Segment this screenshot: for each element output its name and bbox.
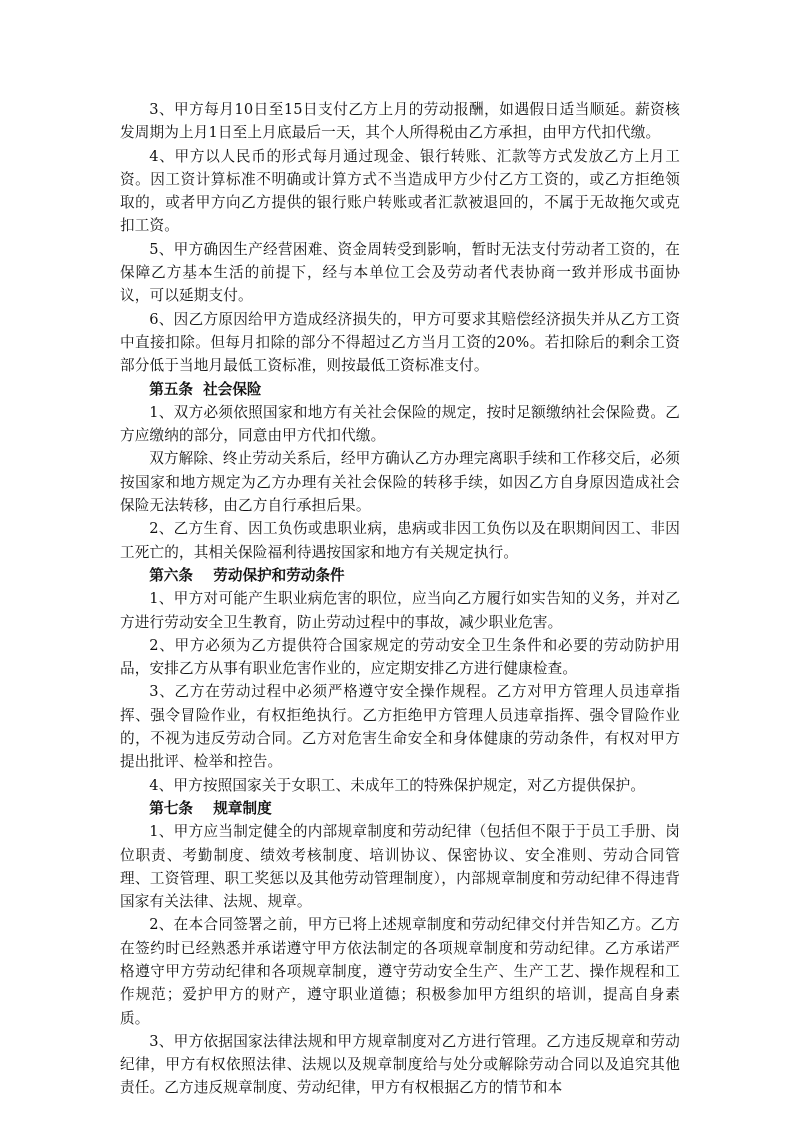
protection-clause-2: 2、甲方必须为乙方提供符合国家规定的劳动安全卫生条件和必要的劳动防护用品，安排乙方从事有职业危害作业的，应定期安排乙方进行健康检查。 — [120, 636, 680, 678]
wages-clause-5: 5、甲方确因生产经营困难、资金周转受到影响，暂时无法支付劳动者工资的，在保障乙方基本生活的前提下，经与本单位工会及劳动者代表协商一致并形成书面协议，可以延期支付。 — [120, 240, 680, 305]
rules-clause-3: 3、甲方依据国家法律法规和甲方规章制度对乙方进行管理。乙方违反规章和劳动纪律，甲方有权依照法律、法规以及规章制度给与处分或解除劳动合同以及追究其他责任。乙方违反规章制度、劳动纪律，甲方有权根据乙方的情节和本 — [120, 1032, 680, 1097]
insurance-clause-1: 1、双方必须依照国家和地方有关社会保险的规定，按时足额缴纳社会保险费。乙方应缴纳的部分，同意由甲方代扣代缴。 — [120, 403, 680, 445]
article-5-heading: 第五条 社会保险 — [149, 380, 262, 398]
rules-clause-2: 2、在本合同签署之前，甲方已将上述规章制度和劳动纪律交付并告知乙方。乙方在签约时已经熟悉并承诺遵守甲方依法制定的各项规章制度和劳动纪律。乙方承诺严格遵守甲方劳动纪律和各项规章制度，遵守劳动安全生产、生产工艺、操作规程和工作规范；爱护甲方的财产，遵守职业道德；积极参加甲方组织的培训，提高自身素质。 — [120, 916, 680, 1027]
wages-clause-6: 6、因乙方原因给甲方造成经济损失的，甲方可要求其赔偿经济损失并从乙方工资中直接扣除。但每月扣除的部分不得超过乙方当月工资的20%。若扣除后的剩余工资部分低于当地月最低工资标准，则按最低工资标准支付。 — [120, 310, 680, 375]
insurance-clause-1-transfer: 双方解除、终止劳动关系后，经甲方确认乙方办理完离职手续和工作移交后，必须按国家和地方规定为乙方办理有关社会保险的转移手续，如因乙方自身原因造成社会保险无法转移，由乙方自行承担后果。 — [120, 450, 680, 515]
wages-clause-3: 3、甲方每月10日至15日支付乙方上月的劳动报酬，如遇假日适当顺延。薪资核发周期为上月1日至上月底最后一天，其个人所得税由乙方承担，由甲方代扣代缴。 — [120, 101, 680, 142]
document-page — [120, 98, 680, 1100]
protection-clause-1: 1、甲方对可能产生职业病危害的职位，应当向乙方履行如实告知的义务，并对乙方进行劳动安全卫生教育，防止劳动过程中的事故，减少职业危害。 — [120, 590, 680, 631]
rules-clause-1: 1、甲方应当制定健全的内部规章制度和劳动纪律（包括但不限于于员工手册、岗位职责、考勤制度、绩效考核制度、培训协议、保密协议、安全准则、劳动合同管理、工资管理、职工奖惩以及其他劳动管理制度），内部规章制度和劳动纪律不得违背国家有关法律、法规、规章。 — [120, 823, 680, 911]
protection-clause-4: 4、甲方按照国家关于女职工、未成年工的特殊保护规定，对乙方提供保护。 — [149, 776, 646, 794]
insurance-clause-2: 2、乙方生育、因工负伤或患职业病，患病或非因工负伤以及在职期间因工、非因工死亡的，其相关保险福利待遇按国家和地方有关规定执行。 — [120, 520, 680, 561]
article-7-heading: 第七条 规章制度 — [149, 799, 272, 817]
article-6-heading: 第六条 劳动保护和劳动条件 — [149, 566, 345, 584]
protection-clause-3: 3、乙方在劳动过程中必须严格遵守安全操作规程。乙方对甲方管理人员违章指挥、强令冒险作业，有权拒绝执行。乙方拒绝甲方管理人员违章指挥、强令冒险作业的，不视为违反劳动合同。乙方对危害生命安全和身体健康的劳动条件，有权对甲方提出批评、检举和控告。 — [120, 683, 680, 771]
wages-clause-4: 4、甲方以人民币的形式每月通过现金、银行转账、汇款等方式发放乙方上月工资。因工资计算标准不明确或计算方式不当造成甲方少付乙方工资的，或乙方拒绝领取的，或者甲方向乙方提供的银行账户转账或者汇款被退回的，不属于无故拖欠或克扣工资。 — [120, 147, 680, 235]
